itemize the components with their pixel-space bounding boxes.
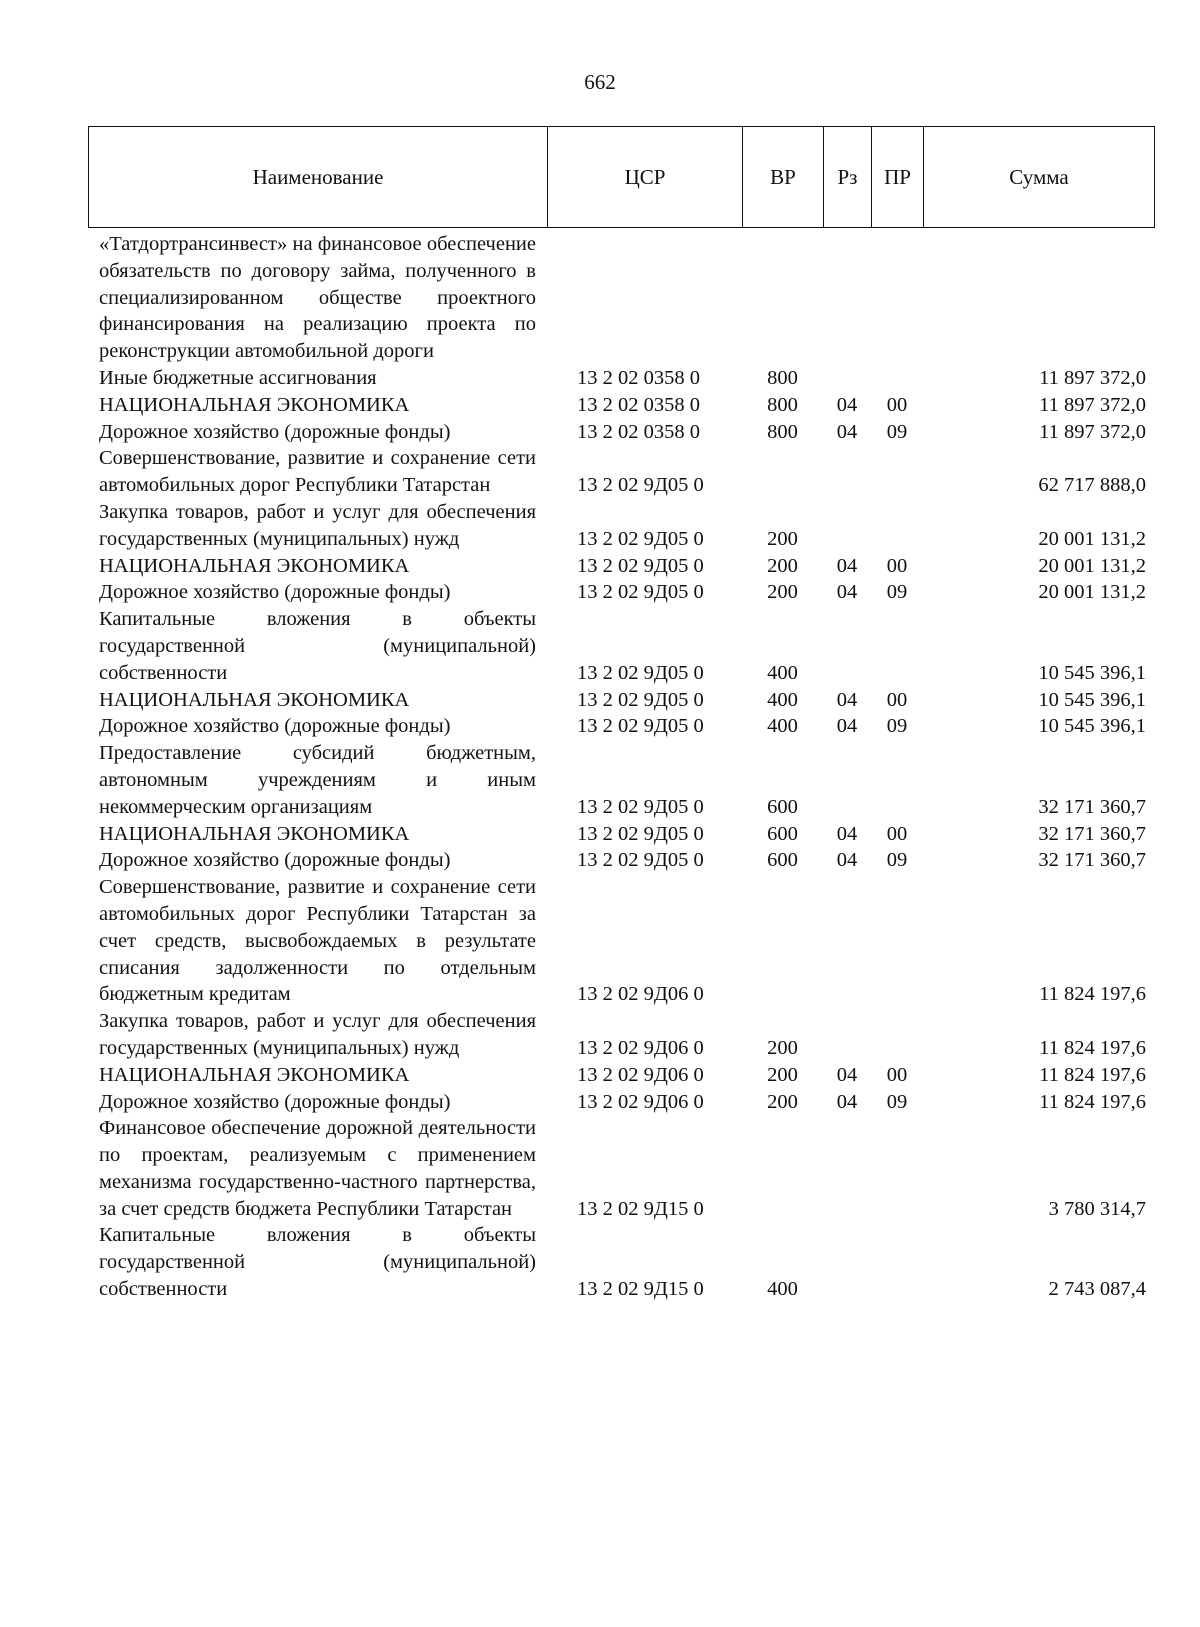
row-sum: 62 717 888,0 <box>1038 474 1146 497</box>
row-csr: 13 2 02 9Д05 0 <box>577 715 704 738</box>
row-sum: 10 545 396,1 <box>1038 661 1146 684</box>
row-pr <box>871 1008 923 1062</box>
row-pr <box>871 499 923 553</box>
row-name: НАЦИОНАЛЬНАЯ ЭКОНОМИКА <box>99 688 410 711</box>
table-row <box>88 365 1154 392</box>
row-pr <box>871 445 923 499</box>
row-pr <box>871 365 923 392</box>
row-csr: 13 2 02 0358 0 <box>577 366 700 389</box>
row-name: НАЦИОНАЛЬНАЯ ЭКОНОМИКА <box>99 554 410 577</box>
row-csr: 13 2 02 0358 0 <box>577 420 700 443</box>
row-rz: 04 <box>836 1090 858 1113</box>
row-pr: 00 <box>886 688 908 711</box>
row-csr: 13 2 02 9Д05 0 <box>577 795 704 818</box>
table-row <box>88 1062 1154 1089</box>
row-csr <box>547 231 742 365</box>
row-name: Закупка товаров, работ и услуг для обеспечения государственных (муниципальных) нужд <box>99 500 536 550</box>
header-rz: Рз <box>824 127 872 228</box>
table-row <box>88 553 1154 580</box>
row-csr: 13 2 02 9Д15 0 <box>577 1278 704 1301</box>
row-rz: 04 <box>836 554 858 577</box>
row-csr: 13 2 02 9Д06 0 <box>577 1090 704 1113</box>
row-name: Совершенствование, развитие и сохранение сети автомобильных дорог Республики Татарстан за счет средств, высвобождаемых в результате списания задолженности по отдельным бюджетным кредитам <box>99 876 536 1006</box>
row-pr: 09 <box>886 581 908 604</box>
row-rz <box>823 365 871 392</box>
row-sum: 20 001 131,2 <box>1038 527 1146 550</box>
row-sum: 11 897 372,0 <box>1039 420 1146 443</box>
row-rz: 04 <box>836 581 858 604</box>
row-pr: 09 <box>886 715 908 738</box>
row-pr <box>871 740 923 820</box>
row-csr: 13 2 02 9Д05 0 <box>577 822 704 845</box>
row-name: Закупка товаров, работ и услуг для обеспечения государственных (муниципальных) нужд <box>99 1010 536 1059</box>
row-vr: 400 <box>767 715 798 738</box>
row-name: Дорожное хозяйство (дорожные фонды) <box>99 849 451 872</box>
table-row <box>88 847 1154 874</box>
header-row <box>89 127 1155 228</box>
table-row <box>88 606 1154 686</box>
row-name: НАЦИОНАЛЬНАЯ ЭКОНОМИКА <box>99 393 410 416</box>
table-body <box>88 231 1154 1303</box>
table-row <box>88 1222 1154 1302</box>
row-pr: 00 <box>886 554 908 577</box>
row-sum: 11 824 197,6 <box>1039 1036 1146 1059</box>
table-row <box>88 713 1154 740</box>
row-rz: 04 <box>836 849 858 872</box>
row-csr: 13 2 02 0358 0 <box>577 393 700 416</box>
row-rz: 04 <box>836 393 858 416</box>
row-rz: 04 <box>836 715 858 738</box>
header-pr: ПР <box>872 127 924 228</box>
row-vr: 200 <box>767 1036 798 1059</box>
row-rz <box>823 499 871 553</box>
row-pr: 00 <box>886 1063 908 1086</box>
row-sum: 2 743 087,4 <box>1048 1278 1146 1301</box>
header-name: Наименование <box>89 127 548 228</box>
row-rz <box>823 445 871 499</box>
row-vr: 800 <box>767 420 798 443</box>
row-csr: 13 2 02 9Д06 0 <box>577 1063 704 1086</box>
row-vr: 200 <box>767 527 798 550</box>
row-vr <box>742 874 823 1008</box>
row-pr <box>871 606 923 686</box>
page-number: 662 <box>584 70 616 94</box>
row-csr: 13 2 02 9Д06 0 <box>577 983 704 1006</box>
row-name: Совершенствование, развитие и сохранение сети автомобильных дорог Республики Татарстан <box>99 447 536 497</box>
row-csr: 13 2 02 9Д05 0 <box>577 474 704 497</box>
row-csr: 13 2 02 9Д05 0 <box>577 527 704 550</box>
row-pr: 00 <box>886 822 908 845</box>
row-name: НАЦИОНАЛЬНАЯ ЭКОНОМИКА <box>99 822 410 845</box>
table-row <box>88 874 1154 1008</box>
header-sum: Сумма <box>924 127 1155 228</box>
row-rz <box>823 874 871 1008</box>
row-vr: 400 <box>767 661 798 684</box>
table-row <box>88 687 1154 714</box>
row-pr <box>871 874 923 1008</box>
row-csr: 13 2 02 9Д15 0 <box>577 1197 704 1220</box>
row-pr: 09 <box>886 849 908 872</box>
row-vr: 200 <box>767 1090 798 1113</box>
row-vr: 600 <box>767 795 798 818</box>
row-name: Иные бюджетные ассигнования <box>99 366 377 389</box>
row-sum: 11 824 197,6 <box>1039 983 1146 1006</box>
row-csr: 13 2 02 9Д05 0 <box>577 849 704 872</box>
row-rz: 04 <box>836 688 858 711</box>
row-rz <box>823 1115 871 1222</box>
row-vr: 200 <box>767 581 798 604</box>
row-pr <box>871 231 923 365</box>
row-pr <box>871 1222 923 1302</box>
row-sum: 32 171 360,7 <box>1038 795 1146 818</box>
table-row <box>88 821 1154 848</box>
table-row <box>88 1115 1154 1222</box>
row-sum: 20 001 131,2 <box>1038 581 1146 604</box>
row-rz: 04 <box>836 420 858 443</box>
row-rz <box>823 231 871 365</box>
row-name: «Татдортрансинвест» на финансовое обеспечение обязательств по договору займа, полученного в специализированном обществе проектного финансирования на реализацию проекта по реконструкции автомобильной дороги <box>99 233 536 363</box>
row-name: Дорожное хозяйство (дорожные фонды) <box>99 420 451 443</box>
row-rz <box>823 606 871 686</box>
row-sum: 11 897 372,0 <box>1039 366 1146 389</box>
row-vr: 400 <box>767 1278 798 1301</box>
row-vr: 600 <box>767 849 798 872</box>
row-name: Капитальные вложения в объекты государственной (муниципальной) собственности <box>99 608 536 684</box>
row-vr: 800 <box>767 366 798 389</box>
row-pr: 09 <box>886 420 908 443</box>
row-sum: 11 824 197,6 <box>1039 1063 1146 1086</box>
header-vr: ВР <box>743 127 824 228</box>
row-rz <box>823 1222 871 1302</box>
row-sum: 20 001 131,2 <box>1038 554 1146 577</box>
row-sum: 32 171 360,7 <box>1038 849 1146 872</box>
table-row <box>88 231 1154 365</box>
row-csr: 13 2 02 9Д05 0 <box>577 688 704 711</box>
table-row <box>88 740 1154 820</box>
row-pr: 09 <box>886 1090 908 1113</box>
table-row <box>88 579 1154 606</box>
row-name: НАЦИОНАЛЬНАЯ ЭКОНОМИКА <box>99 1063 410 1086</box>
row-sum: 11 897 372,0 <box>1039 393 1146 416</box>
table-row <box>88 499 1154 553</box>
row-rz: 04 <box>836 1063 858 1086</box>
row-name: Дорожное хозяйство (дорожные фонды) <box>99 715 451 738</box>
row-name: Дорожное хозяйство (дорожные фонды) <box>99 581 451 604</box>
row-sum: 3 780 314,7 <box>1048 1197 1146 1220</box>
row-sum: 11 824 197,6 <box>1039 1090 1146 1113</box>
row-name: Финансовое обеспечение дорожной деятельности по проектам, реализуемым с применением механизма государственно-частного партнерства, за счет средств бюджета Республики Татарстан <box>99 1117 536 1220</box>
row-csr: 13 2 02 9Д05 0 <box>577 581 704 604</box>
row-vr: 200 <box>767 554 798 577</box>
row-sum: 10 545 396,1 <box>1038 688 1146 711</box>
budget-table <box>88 231 1154 1303</box>
row-csr: 13 2 02 9Д05 0 <box>577 661 704 684</box>
row-vr <box>742 231 823 365</box>
row-vr <box>742 1115 823 1222</box>
row-vr: 600 <box>767 822 798 845</box>
row-name: Капитальные вложения в объекты государственной (муниципальной) собственности <box>99 1224 536 1301</box>
row-pr: 00 <box>886 393 908 416</box>
row-name: Дорожное хозяйство (дорожные фонды) <box>99 1090 451 1113</box>
row-csr: 13 2 02 9Д05 0 <box>577 554 704 577</box>
row-rz <box>823 1008 871 1062</box>
table-row <box>88 392 1154 419</box>
row-name: Предоставление субсидий бюджетным, автономным учреждениям и иным некоммерческим организациям <box>99 742 536 818</box>
header-csr: ЦСР <box>548 127 743 228</box>
row-vr: 400 <box>767 688 798 711</box>
row-rz: 04 <box>836 822 858 845</box>
table-row <box>88 1008 1154 1062</box>
table-row <box>88 1089 1154 1116</box>
row-csr: 13 2 02 9Д06 0 <box>577 1036 704 1059</box>
row-pr <box>871 1115 923 1222</box>
table-row <box>88 445 1154 499</box>
row-vr <box>742 445 823 499</box>
row-sum: 10 545 396,1 <box>1038 715 1146 738</box>
table-row <box>88 419 1154 446</box>
row-sum <box>923 231 1154 365</box>
row-sum: 32 171 360,7 <box>1038 822 1146 845</box>
table-header <box>88 126 1155 228</box>
row-vr: 800 <box>767 393 798 416</box>
row-rz <box>823 740 871 820</box>
row-vr: 200 <box>767 1063 798 1086</box>
